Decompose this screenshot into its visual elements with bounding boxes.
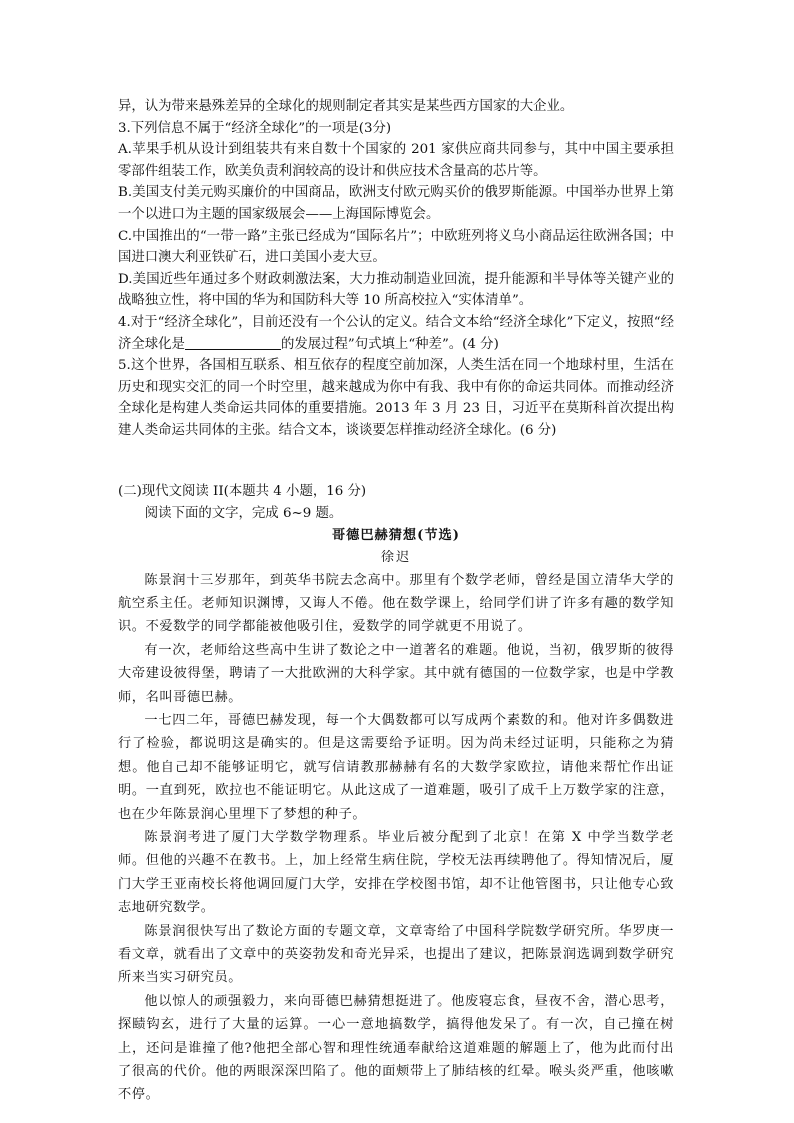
exam-page	[118, 96, 674, 1107]
question-3-stem: 3.下列信息不属于“经济全球化”的一项是(3分)	[118, 120, 392, 136]
article-title: 哥德巴赫猜想(节选)	[332, 527, 460, 543]
question-4	[118, 312, 674, 355]
option-d: D.美国近些年通过多个财政刺激法案，大力推动制造业回流，提升能源和半导体等关键产业的战略独立性，将中国的华为和国防科大等 10 所高校拉入“实体清单”。	[118, 271, 674, 309]
article-paragraph: 陈景润十三岁那年，到英华书院去念高中。那里有个数学老师，曾经是国立清华大学的航空系主任。老师知识渊博，又诲人不倦。他在数学课上，给同学们讲了许多有趣的数学知识。不爱数学的同学都能被他吸引住，爱数学的同学就更不用说了。	[118, 572, 674, 635]
article-paragraph: 他以惊人的顽强毅力，来向哥德巴赫猜想挺进了。他废寝忘食，昼夜不舍，潜心思考，探赜钩玄，进行了大量的运算。一心一意地搞数学，搞得他发呆了。有一次，自己撞在树上，还问是谁撞了他?他把全部心智和理性统通奉献给这道难题的解题上了，他为此而付出了很高的代价。他的两眼深深凹陷了。他的面颊带上了肺结核的红晕。喉头炎严重，他咳嗽不停。	[118, 993, 674, 1103]
option-a: A.苹果手机从设计到组装共有来自数十个国家的 201 家供应商共同参与，其中中国主要承担零部件组装工作，欧美负责利润较高的设计和供应技术含量高的芯片等。	[118, 142, 674, 179]
article-paragraph: 一七四二年，哥德巴赫发现，每一个大偶数都可以写成两个素数的和。他对许多偶数进行了检验，都说明这是确实的。但是这需要给予证明。因为尚未经过证明，只能称之为猜想。他自己却不能够证明它，就写信请教那赫赫有名的大数学家欧拉，请他来帮忙作出证明。一直到死，欧拉也不能证明它。从此这成了一道难题，吸引了成千上万数学家的注意，也在少年陈景润心里埋下了梦想的种子。	[118, 712, 674, 822]
passage-tail: 异，认为带来悬殊差异的全球化的规则制定者其实是某些西方国家的大企业。	[118, 99, 574, 114]
section-heading: (二)现代文阅读 II(本题共 4 小题，16 分)	[118, 483, 367, 499]
article-paragraph: 陈景润很快写出了数论方面的专题文章，文章寄给了中国科学院数学研究所。华罗庚一看文章，就看出了文章中的英姿勃发和奇光异采，也提出了建议，把陈景润选调到数学研究所来当实习研究员。	[118, 923, 674, 986]
article-paragraph: 陈景润考进了厦门大学数学物理系。毕业后被分配到了北京！在第 X 中学当数学老师。但他的兴趣不在教书。上，加上经常生病住院，学校无法再续聘他了。得知情况后，厦门大学王亚南校长将他调回厦门大学，安排在学校图书馆，却不让他管图书，只让他专心致志地研究数学。	[118, 829, 674, 916]
question-4-after: 的发展过程”句式填上“种差”。(4 分)	[280, 336, 499, 352]
option-b: B.美国支付美元购买廉价的中国商品，欧洲支付欧元购买价的俄罗斯能源。中国举办世界上第一个以进口为主题的国家级展会——上海国际博览会。	[118, 185, 674, 222]
article-paragraph: 有一次，老师给这些高中生讲了数论之中一道著名的难题。他说，当初，俄罗斯的彼得大帝建设彼得堡，聘请了一大批欧洲的大科学家。其中就有德国的一位数学家，也是中学教师，名叫哥德巴赫。	[118, 642, 674, 705]
answer-blank	[185, 335, 281, 350]
article-author: 徐迟	[380, 549, 412, 565]
spacer	[118, 442, 674, 481]
instruction: 阅读下面的文字，完成 6~9 题。	[144, 505, 343, 521]
question-4-before: 4.对于“经济全球化”，目前还没有一个公认的定义。结合文本给“经济全球化”下定义，按照“经济全球化是	[118, 314, 674, 352]
option-c: C.中国推出的“一带一路”主张已经成为“国际名片”；中欧班列将义乌小商品运往欧洲各国；中国进口澳大利亚铁矿石，进口美国小麦大豆。	[118, 228, 674, 266]
question-5: 5.这个世界，各国相互联系、相互依存的程度空前加深，人类生活在同一个地球村里，生活在历史和现实交汇的同一个时空里，越来越成为你中有我、我中有你的命运共同体。而推动经济全球化是构建人类命运共同体的重要措施。2013 年 3 月 23 日，习近平在莫斯科首次提出构建人类命运共同体的主张。结合文本，谈谈要怎样推动经济全球化。(6 分)	[118, 358, 674, 438]
